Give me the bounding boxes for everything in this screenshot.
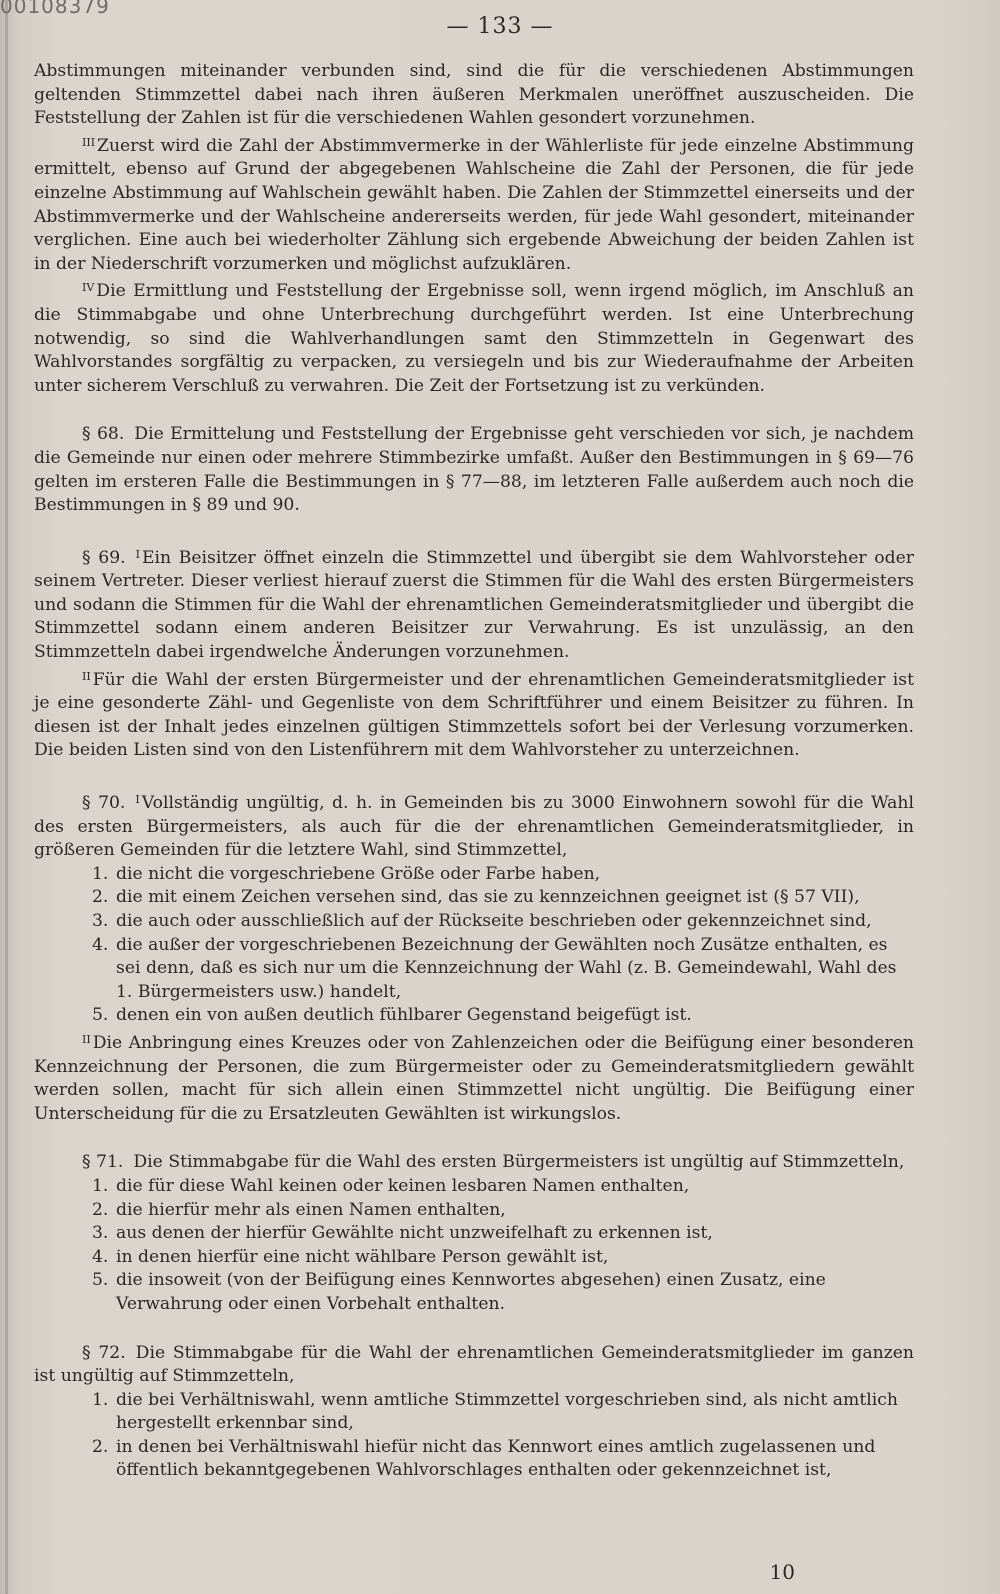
list-number: 1.	[92, 1389, 109, 1410]
paragraph-number: IV	[82, 281, 95, 295]
list-number: 2.	[92, 1199, 109, 1220]
list-item	[92, 1436, 914, 1483]
list-text: denen ein von außen deutlich fühlbarer Gegenstand beigefügt ist.	[116, 1005, 692, 1026]
page-body	[34, 60, 914, 1483]
list-text: aus denen der hierfür Gewählte nicht unzweifelhaft zu erkennen ist,	[116, 1223, 713, 1244]
list-text: die auch oder ausschließlich auf der Rückseite beschrieben oder gekennzeichnet sind,	[116, 911, 872, 931]
section-text: Ein Beisitzer öffnet einzeln die Stimmzettel und übergibt sie dem Wahlvorsteher oder seinem Vertreter. Dieser verliest hierauf zuerst die Stimmen für die Wahl des ersten Bürgermeisters und sodann die Stimmen für die Wahl der ehrenamtlichen Gemeinderatsmitglieder und übergibt die Stimmzettel sodann einem anderen Beisitzer zur Verwahrung. Es ist unzulässig, an den Stimmzetteln dabei irgendwelche Änderungen vorzunehmen.	[34, 547, 914, 663]
continuation-paragraph: Abstimmungen miteinander verbunden sind, sind die für die verschiedenen Abstimmungen geltenden Stimmzettel dabei nach ihren äußeren Merkmalen uneröffnet auszuscheiden. Die Feststellung der Zahlen ist für die verschiedenen Wahlen gesondert vorzunehmen.	[34, 61, 914, 129]
list-number: 3.	[92, 911, 109, 931]
list-text: in denen bei Verhältniswahl hiefür nicht das Kennwort eines amtlich zugelassenen und öffentlich bekanntgegebenen Wahlvorschlages enthalten oder gekennzeichnet ist,	[116, 1436, 876, 1481]
archive-id: 00108379	[0, 0, 110, 18]
list-number: 5.	[92, 1270, 109, 1291]
section-71	[34, 1151, 914, 1175]
list-text: die außer der vorgeschriebenen Bezeichnung der Gewählten noch Zusätze enthalten, es sei denn, daß es sich nur um die Kennzeichnung der Wahl (z. B. Gemeindewahl, Wahl des 1. Bürgermeisters usw.) handelt,	[116, 934, 897, 1002]
section-72-list	[34, 1389, 914, 1483]
section-69	[34, 543, 914, 665]
paragraph-text: Die Anbringung eines Kreuzes oder von Zahlenzeichen oder die Beifügung einer besonderen Kennzeichnung der Personen, die zum Bürgermeister oder zu Gemeinderatsmitgliedern gewählt werden sollen, macht für sich allein einen Stimmzettel nicht ungültig. Die Beifügung einer Unterscheidung für die zu Ersatzleuten Gewählten ist wirkungslos.	[34, 1032, 914, 1124]
list-item	[92, 1175, 914, 1199]
section-label: § 71.	[82, 1152, 124, 1173]
list-number: 4.	[92, 934, 109, 955]
paragraph-iii	[34, 131, 914, 277]
section-label: § 72.	[82, 1342, 126, 1363]
section-70-list	[34, 863, 914, 1028]
section-text: Die Ermittelung und Feststellung der Ergebnisse geht verschieden vor sich, je nachdem die Gemeinde nur einen oder mehrere Stimmbezirke umfaßt. Außer den Bestimmungen in § 69—76 gelten im ersteren Falle die Bestimmungen in § 77—88, im letzteren Falle außerdem auch noch die Bestimmungen in § 89 und 90.	[34, 424, 914, 516]
list-item	[92, 1004, 914, 1028]
list-number: 1.	[92, 1175, 109, 1196]
list-number: 2.	[92, 887, 109, 908]
page-fold-shadow	[5, 0, 8, 1594]
section-68	[34, 423, 914, 517]
section-text: Die Stimmabgabe für die Wahl des ersten Bürgermeisters ist ungültig auf Stimmzetteln,	[133, 1152, 905, 1173]
section-label: § 70.	[82, 793, 126, 814]
section-72	[34, 1342, 914, 1389]
list-text: die nicht die vorgeschriebene Größe oder Farbe haben,	[116, 863, 601, 884]
page-number: — 133 —	[446, 14, 554, 39]
list-number: 3.	[92, 1223, 109, 1244]
list-number: 5.	[92, 1005, 109, 1026]
section-69-paragraph-ii	[34, 665, 914, 763]
section-text: Vollständig ungültig, d. h. in Gemeinden bis zu 3000 Einwohnern sowohl für die Wahl des ersten Bürgermeisters, als auch für die der ehrenamtlichen Gemeinderatsmitglieder, in größeren Gemeinden für die letztere Wahl, sind Stimmzettel,	[34, 793, 914, 861]
paragraph-number: III	[82, 135, 96, 149]
section-71-list	[34, 1175, 914, 1317]
section-label: § 68.	[82, 424, 125, 445]
list-item	[92, 1246, 914, 1270]
paragraph-number: II	[82, 1032, 91, 1046]
section-70	[34, 788, 914, 863]
list-item	[92, 1389, 914, 1436]
list-text: die mit einem Zeichen versehen sind, das sie zu kennzeichnen geeignet ist (§ 57 VII),	[116, 887, 860, 908]
list-number: 1.	[92, 863, 109, 884]
list-text: die für diese Wahl keinen oder keinen lesbaren Namen enthalten,	[116, 1175, 690, 1196]
paragraph-number: I	[135, 547, 140, 561]
paragraph-iv	[34, 276, 914, 398]
list-number: 2.	[92, 1436, 109, 1457]
section-70-paragraph-ii	[34, 1028, 914, 1126]
section-text: Die Stimmabgabe für die Wahl der ehrenamtlichen Gemeinderatsmitglieder im ganzen ist ungültig auf Stimmzetteln,	[34, 1342, 914, 1387]
list-text: die insoweit (von der Beifügung eines Kennwortes abgesehen) einen Zusatz, eine Verwahrung oder einen Vorbehalt enthalten.	[116, 1270, 826, 1314]
paragraph-number: I	[135, 793, 140, 807]
list-text: die hierfür mehr als einen Namen enthalten,	[116, 1199, 506, 1220]
list-text: in denen hierfür eine nicht wählbare Person gewählt ist,	[116, 1246, 609, 1267]
list-item	[92, 863, 914, 887]
signature-mark: 10	[769, 1560, 795, 1584]
paragraph-text: Die Ermittlung und Feststellung der Ergebnisse soll, wenn irgend möglich, im Anschluß an die Stimmabgabe und ohne Unterbrechung durchgeführt werden. Ist eine Unterbrechung notwendig, so sind die Wahlverhandlungen samt den Stimmzetteln in Gegenwart des Wahlvorstandes sorgfältig zu verpacken, zu versiegeln und bis zur Wiederaufnahme der Arbeiten unter sicherem Verschluß zu verwahren. Die Zeit der Fortsetzung ist zu verkünden.	[34, 281, 914, 396]
paragraph-text: Zuerst wird die Zahl der Abstimmvermerke in der Wählerliste für jede einzelne Abstimmung ermittelt, ebenso auf Grund der abgegebenen Wahlscheine die Zahl der Personen, die für jede einzelne Abstimmung auf Wahlschein gewählt haben. Die Zahlen der Stimmzettel einerseits und der Abstimmvermerke und der Wahlscheine andererseits werden, für jede Wahl gesondert, miteinander verglichen. Eine auch bei wiederholter Zählung sich ergebende Abweichung der beiden Zahlen ist in der Niederschrift vorzumerken und möglichst aufzuklären.	[34, 135, 914, 274]
list-item	[92, 910, 914, 934]
list-item	[92, 886, 914, 910]
list-item	[92, 1269, 914, 1316]
section-label: § 69.	[82, 547, 126, 568]
paragraph-text: Für die Wahl der ersten Bürgermeister und der ehrenamtlichen Gemeinderatsmitglieder ist je eine gesonderte Zähl- und Gegenliste von dem Schriftführer und einem Beisitzer zu führen. In diesen ist der Inhalt jedes einzelnen gültigen Stimmzettels sofort bei der Verlesung vorzumerken. Die beiden Listen sind von den Listenführern mit dem Wahlvorsteher zu unterzeichnen.	[34, 669, 914, 761]
list-text: die bei Verhältniswahl, wenn amtliche Stimmzettel vorgeschrieben sind, als nicht amtlich hergestellt erkennbar sind,	[116, 1389, 898, 1434]
list-number: 4.	[92, 1246, 109, 1267]
list-item	[92, 934, 914, 1005]
list-item	[92, 1199, 914, 1223]
paragraph-number: II	[82, 669, 91, 683]
list-item	[92, 1222, 914, 1246]
